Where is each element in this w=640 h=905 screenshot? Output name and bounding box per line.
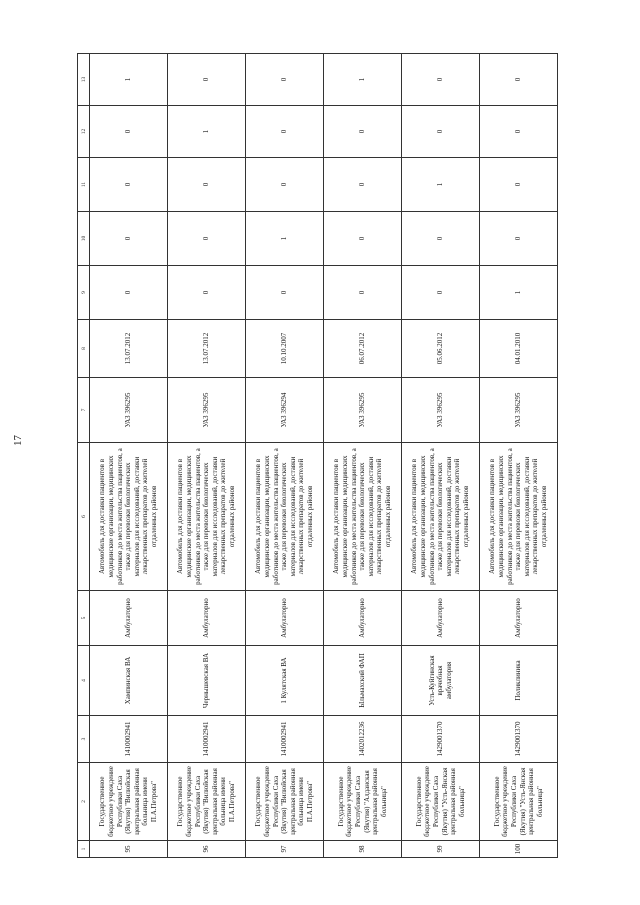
col11-cell: 0: [480, 158, 558, 212]
purpose-cell: Автомобиль для доставки пациентов в медицинские организации, медицинских работников до места жительства пациентов, а также для перевозки биологических материалов для исследований, доставки лекарственных препаратов до жителей отдаленных районов: [168, 443, 246, 591]
col12-cell: 1: [168, 106, 246, 158]
column-number-row: [78, 54, 90, 858]
col9-cell: 0: [246, 266, 324, 320]
column-number-cell: 9: [78, 266, 90, 320]
date-cell: 05.06.2012: [402, 320, 480, 378]
table-row: [402, 54, 480, 858]
table-row: [480, 54, 558, 858]
col11-cell: 0: [246, 158, 324, 212]
col12-cell: 0: [402, 106, 480, 158]
column-number-cell: 1: [78, 841, 90, 858]
date-cell: 10.10.2007: [246, 320, 324, 378]
row-number-cell: 95: [90, 841, 168, 858]
purpose-cell: Автомобиль для доставки пациентов в медицинские организации, медицинских работников до места жительства пациентов, а также для перевозки биологических материалов для исследований, доставки лекарственных препаратов до жителей отдаленных районов: [402, 443, 480, 591]
row-number-cell: 100: [480, 841, 558, 858]
column-number-cell: 11: [78, 158, 90, 212]
organization-cell: Государственное бюджетное учреждение Республики Саха (Якутия) "Усть-Янская центральная районная больница": [402, 763, 480, 841]
col13-cell: 1: [90, 54, 168, 106]
col10-cell: 1: [246, 212, 324, 266]
purpose-cell: Автомобиль для доставки пациентов в медицинские организации, медицинских работников до места жительства пациентов, а также для перевозки биологических материалов для исследований, доставки лекарственных препаратов до жителей отдаленных районов: [480, 443, 558, 591]
table-row: [246, 54, 324, 858]
vehicle-table: [77, 53, 558, 858]
date-cell: 13.07.2012: [168, 320, 246, 378]
code-cell: 1410002941: [168, 716, 246, 763]
vehicle-model-cell: УАЗ 396295: [402, 378, 480, 443]
code-cell: 1410002941: [246, 716, 324, 763]
column-number-cell: 5: [78, 591, 90, 646]
organization-cell: Государственное бюджетное учреждение Республики Саха (Якутия) "Вилюйская центральная районная больница имени П.А.Петрова": [90, 763, 168, 841]
care-type-cell: Амбулаторно: [402, 591, 480, 646]
date-cell: 06.07.2012: [324, 320, 402, 378]
code-cell: 1429001370: [480, 716, 558, 763]
row-number-cell: 98: [324, 841, 402, 858]
col13-cell: 1: [324, 54, 402, 106]
row-number-cell: 97: [246, 841, 324, 858]
row-number-cell: 96: [168, 841, 246, 858]
purpose-cell: Автомобиль для доставки пациентов в медицинские организации, медицинских работников до места жительства пациентов, а также для перевозки биологических материалов для исследований, доставки лекарственных препаратов до жителей отдаленных районов: [246, 443, 324, 591]
col10-cell: 0: [90, 212, 168, 266]
page-number: 17: [12, 435, 24, 446]
col10-cell: 0: [480, 212, 558, 266]
unit-cell: Поликлиника: [480, 646, 558, 716]
col10-cell: 0: [168, 212, 246, 266]
col11-cell: 0: [90, 158, 168, 212]
table-row: [168, 54, 246, 858]
code-cell: 1429001370: [402, 716, 480, 763]
purpose-cell: Автомобиль для доставки пациентов в медицинские организации, медицинских работников до места жительства пациентов, а также для перевозки биологических материалов для исследований, доставки лекарственных препаратов до жителей отдаленных районов: [324, 443, 402, 591]
column-number-cell: 8: [78, 320, 90, 378]
column-number-cell: 12: [78, 106, 90, 158]
col12-cell: 0: [90, 106, 168, 158]
code-cell: 1402012236: [324, 716, 402, 763]
col10-cell: 0: [402, 212, 480, 266]
unit-cell: Хампинская ВА: [90, 646, 168, 716]
column-number-cell: 2: [78, 763, 90, 841]
care-type-cell: Амбулаторно: [246, 591, 324, 646]
column-number-cell: 10: [78, 212, 90, 266]
col12-cell: 0: [246, 106, 324, 158]
care-type-cell: Амбулаторно: [168, 591, 246, 646]
col12-cell: 0: [324, 106, 402, 158]
col13-cell: 0: [480, 54, 558, 106]
col9-cell: 1: [480, 266, 558, 320]
col13-cell: 0: [168, 54, 246, 106]
table-row: [90, 54, 168, 858]
purpose-cell: Автомобиль для доставки пациентов в медицинские организации, медицинских работников до места жительства пациентов, а также для перевозки биологических материалов для исследований, доставки лекарственных препаратов до жителей отдаленных районов: [90, 443, 168, 591]
care-type-cell: Амбулаторно: [90, 591, 168, 646]
vehicle-model-cell: УАЗ 396294: [246, 378, 324, 443]
table-row: [324, 54, 402, 858]
vehicle-model-cell: УАЗ 396295: [168, 378, 246, 443]
col13-cell: 0: [402, 54, 480, 106]
col10-cell: 0: [324, 212, 402, 266]
column-number-cell: 4: [78, 646, 90, 716]
vehicle-model-cell: УАЗ 396295: [324, 378, 402, 443]
col12-cell: 0: [480, 106, 558, 158]
unit-cell: 1 Кулятская ВА: [246, 646, 324, 716]
row-number-cell: 99: [402, 841, 480, 858]
col13-cell: 0: [246, 54, 324, 106]
column-number-cell: 7: [78, 378, 90, 443]
column-number-cell: 13: [78, 54, 90, 106]
organization-cell: Государственное бюджетное учреждение Республики Саха (Якутия) "Усть-Янская центральная районная больница": [480, 763, 558, 841]
organization-cell: Государственное бюджетное учреждение Республики Саха (Якутия) "Вилюйская центральная районная больница имени П.А.Петрова": [246, 763, 324, 841]
vehicle-model-cell: УАЗ 396295: [480, 378, 558, 443]
unit-cell: Усть-Куйгинская врачебная амбулатория: [402, 646, 480, 716]
col9-cell: 0: [168, 266, 246, 320]
col11-cell: 1: [402, 158, 480, 212]
unit-cell: Ыльмахский ФАП: [324, 646, 402, 716]
col9-cell: 0: [90, 266, 168, 320]
care-type-cell: Амбулаторно: [480, 591, 558, 646]
date-cell: 13.07.2012: [90, 320, 168, 378]
care-type-cell: Амбулаторно: [324, 591, 402, 646]
vehicle-model-cell: УАЗ 396295: [90, 378, 168, 443]
rotated-table-container: [77, 54, 558, 858]
column-number-cell: 3: [78, 716, 90, 763]
col9-cell: 0: [402, 266, 480, 320]
organization-cell: Государственное бюджетное учреждение Республики Саха (Якутия) "Вилюйская центральная районная больница имени П.А.Петрова": [168, 763, 246, 841]
organization-cell: Государственное бюджетное учреждение Республики Саха (Якутия) "Алданская центральная районная больница": [324, 763, 402, 841]
col11-cell: 0: [324, 158, 402, 212]
unit-cell: Чернышевская ВА: [168, 646, 246, 716]
date-cell: 04.01.2010: [480, 320, 558, 378]
col11-cell: 0: [168, 158, 246, 212]
code-cell: 1410002941: [90, 716, 168, 763]
column-number-cell: 6: [78, 443, 90, 591]
col9-cell: 0: [324, 266, 402, 320]
